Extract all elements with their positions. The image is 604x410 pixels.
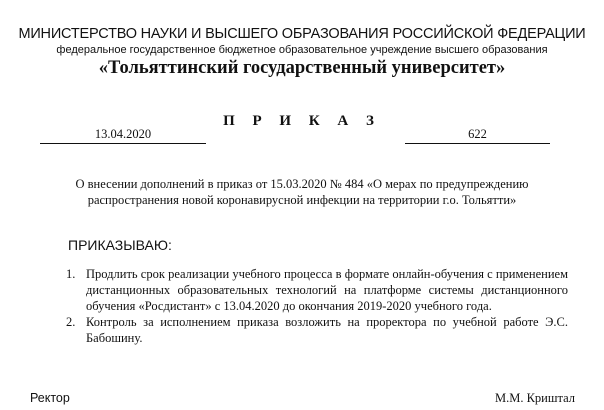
order-item-text: Продлить срок реализации учебного процесса в формате онлайн-обучения с применением дистанционных образовательных технологий на платформе системы дистанционного обучения «Росдистант» с 13.04.2020 до окончания 2019-2020 учебного года. — [86, 267, 568, 313]
order-item-text: Контроль за исполнением приказа возложить на проректора по учебной работе Э.С. Бабошину. — [86, 315, 568, 345]
institution-type: федеральное государственное бюджетное образовательное учреждение высшего образования — [56, 44, 548, 56]
order-subject-line: распространения новой коронавирусной инфекции на территории г.о. Тольятти» — [87, 193, 517, 207]
ministry-name: МИНИСТЕРСТВО НАУКИ И ВЫСШЕГО ОБРАЗОВАНИЯ РОССИЙСКОЙ ФЕДЕРАЦИИ — [18, 26, 586, 42]
order-number: 622 — [405, 126, 550, 144]
document-title: П Р И К А З — [223, 113, 381, 129]
order-item-number: 1. — [66, 267, 76, 281]
order-item — [66, 266, 568, 314]
signatory-role: Ректор — [30, 391, 70, 405]
order-item — [66, 314, 568, 346]
order-date: 13.04.2020 — [40, 126, 206, 144]
order-subject-line: О внесении дополнений в приказ от 15.03.2020 № 484 «О мерах по предупреждению — [75, 177, 529, 191]
signatory-name: М.М. Криштал — [494, 391, 575, 405]
order-items — [66, 266, 568, 346]
order-heading: ПРИКАЗЫВАЮ: — [68, 237, 172, 253]
university-name: «Тольяттинский государственный университет» — [98, 58, 506, 78]
order-subject — [20, 176, 584, 208]
order-item-number: 2. — [66, 315, 76, 329]
